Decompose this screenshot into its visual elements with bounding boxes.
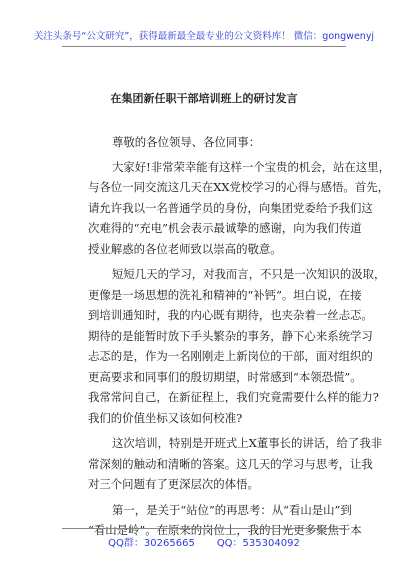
document-title: 在集团新任职干部培训班上的研讨发言 bbox=[110, 92, 298, 105]
footer-qq-group: QQ群：30265665 bbox=[108, 538, 195, 549]
footer-divider bbox=[62, 528, 346, 529]
greeting-line: 尊敬的各位领导、各位同事： bbox=[112, 135, 261, 149]
paragraph-line: 请允许我以一名普通学员的身份，向集团党委给予我们这 bbox=[88, 200, 373, 215]
document-body bbox=[88, 132, 390, 541]
paragraph-line: 更像是一场思想的洗礼和精神的“补钙”。坦白说，在接 bbox=[88, 287, 362, 302]
paragraph-line: 大家好!非常荣幸能有这样一个宝贵的机会，站在这里， bbox=[112, 159, 390, 174]
header-divider bbox=[62, 46, 346, 47]
paragraph bbox=[88, 157, 390, 260]
greeting bbox=[88, 132, 350, 153]
paragraph-line: 与各位一同交流这几天在XX党校学习的心得与感悟。首先， bbox=[88, 180, 389, 194]
footer-contact bbox=[0, 534, 408, 549]
paragraph-line: 我们的价值坐标又该如何校准? bbox=[88, 410, 243, 425]
paragraph-line: 我常常问自己，在新征程上，我们究竟需要什么样的能力? bbox=[88, 390, 379, 404]
paragraph-line: 对三个问题有了更深层次的体悟。 bbox=[88, 477, 259, 491]
paragraph-line: 更高要求和同事们的殷切期望，时常感到“本领恐慌”。 bbox=[88, 369, 362, 384]
paragraph-line: 短短几天的学习，对我而言，不只是一次知识的汲取， bbox=[112, 267, 386, 281]
paragraph-line: “看山是岭”。在原来的岗位上，我的目光更多聚焦于本 bbox=[88, 523, 362, 537]
paragraph-line: 这次培训，特别是开班式上X董事长的讲话，给了我非 bbox=[112, 436, 383, 450]
header-promo: 关注头条号“公文研究”，获得最新最全最专业的公文资料库！ 微信：gongwenyj bbox=[33, 31, 375, 42]
paragraph-line: 忐忑的是，作为一名刚刚走上新岗位的干部，面对组织的 bbox=[88, 349, 373, 363]
paragraph-line: 到培训通知时，我的内心既有期待，也夹杂着一丝忐忑。 bbox=[88, 308, 373, 322]
paragraph-line: 授业解惑的各位老师致以崇高的敬意。 bbox=[88, 241, 282, 256]
paragraph-line: 第一，是关于“站位”的再思考：从“看山是山”到 bbox=[112, 502, 352, 517]
paragraph-line: 期待的是能暂时放下手头繁杂的事务，静下心来系统学习 bbox=[88, 328, 373, 343]
paragraph bbox=[88, 264, 386, 428]
paragraph-line: 常深刻的触动和清晰的答案。这几天的学习与思考，让我 bbox=[88, 456, 373, 471]
footer-qq: QQ：535304092 bbox=[216, 538, 300, 549]
paragraph-line: 次难得的“充电”机会表示最诚挚的感谢，向为我们传道 bbox=[88, 221, 362, 235]
paragraph bbox=[88, 433, 383, 495]
paragraph-list bbox=[88, 157, 390, 541]
